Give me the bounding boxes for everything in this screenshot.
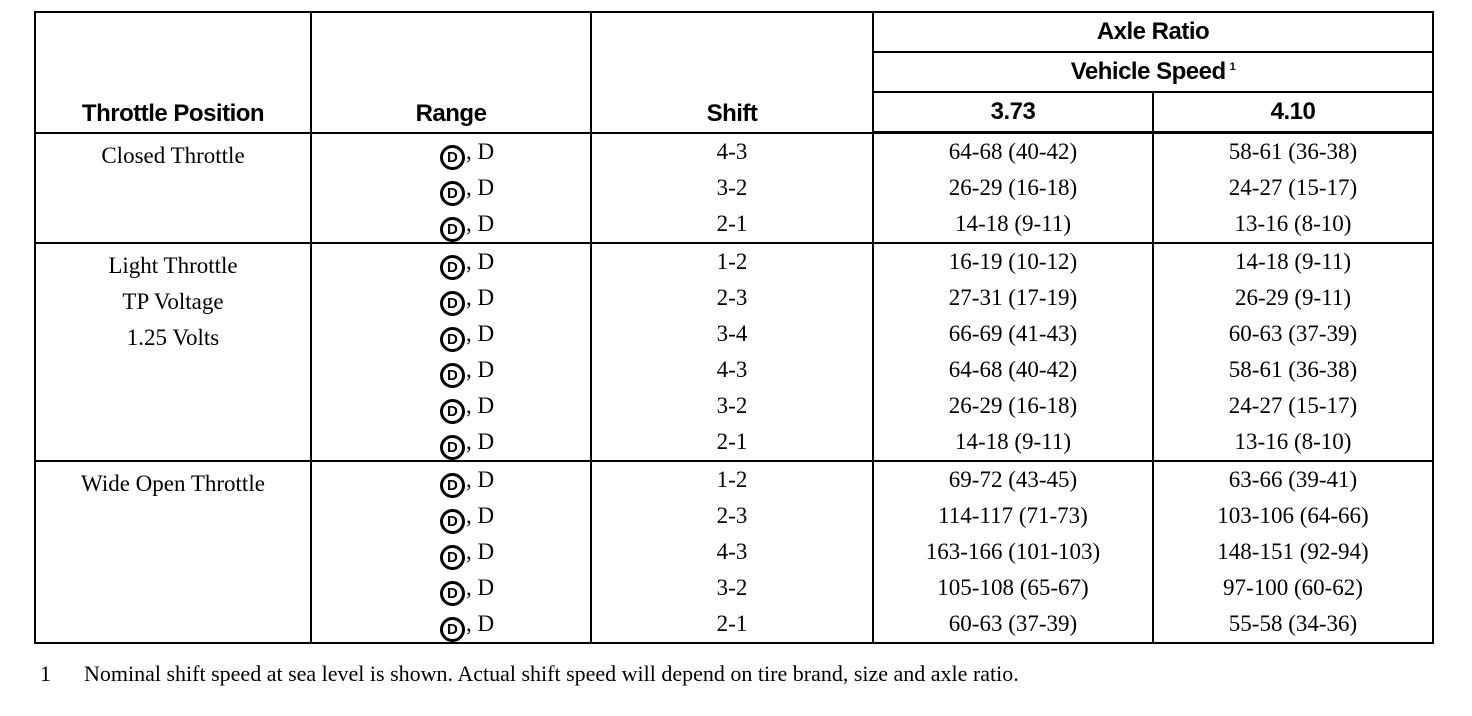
speed-value: 66-69 (41-43) [948,321,1078,346]
speed-value: 14-18 (9-11) [1234,249,1352,274]
shift-cell [591,461,873,643]
overdrive-circle-icon: D [440,145,465,170]
shift-value: 2-1 [716,429,748,454]
overdrive-circle-icon: D [440,181,465,206]
range-text: , D [465,429,495,454]
table-row [35,461,1433,643]
footnote [40,661,1019,687]
speed-value: 64-68 (40-42) [948,139,1078,164]
shift-value: 2-3 [716,285,748,310]
speed-value: 14-18 (9-11) [954,211,1072,236]
table-header [35,12,1433,133]
speed-value: 97-100 (60-62) [1223,575,1363,600]
shift-value: 2-1 [716,210,748,236]
throttle-position-cell [35,461,311,643]
speed-value: 60-63 (37-39) [1228,321,1358,346]
overdrive-circle-icon: D [440,363,465,388]
range-text: , D [465,575,495,600]
range-cell [311,243,591,461]
range-value [312,388,590,424]
shift-cell [591,243,873,461]
range-value [312,280,590,316]
throttle-position-label: TP Voltage [122,289,224,314]
throttle-position-cell [35,133,311,244]
header-shift: Shift [591,12,873,133]
range-cell [311,133,591,244]
shift-value: 3-4 [716,321,748,346]
speed-value: 60-63 (37-39) [948,611,1078,636]
overdrive-circle-icon: D [440,473,465,498]
range-value [312,462,590,498]
shift-value: 3-2 [716,575,748,600]
shift-speed-table [34,11,1434,644]
speed-value: 58-61 (36-38) [1228,357,1358,382]
speed-4-10-cell [1153,243,1433,461]
speed-4-10-cell [1153,461,1433,643]
range-text: , D [465,285,495,310]
range-value [312,570,590,606]
range-value [312,206,590,242]
range-text: , D [465,357,495,382]
speed-3-73-cell [873,133,1153,244]
range-text: , D [465,393,495,418]
speed-value: 16-19 (10-12) [948,249,1078,274]
speed-value: 114-117 (71-73) [938,503,1088,528]
shift-value: 2-3 [716,503,748,528]
speed-3-73-cell [873,461,1153,643]
range-value [312,352,590,388]
shift-value: 3-2 [716,174,748,200]
shift-value: 4-3 [716,539,748,564]
range-text: , D [465,467,495,492]
shift-value: 2-1 [716,611,748,636]
footnote-text: Nominal shift speed at sea level is shown. Actual shift speed will depend on tire brand, size and axle ratio. [84,661,1019,686]
speed-value: 24-27 (15-17) [1228,393,1358,418]
header-range: Range [311,12,591,133]
speed-value: 26-29 (9-11) [1234,285,1352,310]
throttle-group [35,133,1433,244]
overdrive-circle-icon: D [440,255,465,280]
speed-value: 24-27 (15-17) [1228,175,1358,200]
speed-value: 69-72 (43-45) [948,467,1078,492]
range-text: , D [465,611,495,636]
header-axle-ratio: Axle Ratio [873,12,1433,52]
range-text: , D [465,174,495,200]
speed-value: 58-61 (36-38) [1228,139,1358,164]
speed-value: 148-151 (92-94) [1217,539,1369,564]
shift-cell [591,133,873,244]
shift-value: 3-2 [716,393,748,418]
range-cell [311,461,591,643]
speed-value: 13-16 (8-10) [1234,429,1352,454]
overdrive-circle-icon: D [440,291,465,316]
throttle-position-label: Light Throttle [108,253,238,278]
throttle-group [35,243,1433,461]
speed-value: 63-66 (39-41) [1228,467,1358,492]
range-text: , D [465,249,495,274]
range-value [312,498,590,534]
overdrive-circle-icon: D [440,217,465,242]
speed-4-10-cell [1153,133,1433,244]
overdrive-circle-icon: D [440,617,465,642]
overdrive-circle-icon: D [440,509,465,534]
header-throttle-position: Throttle Position [35,12,311,133]
range-value [312,606,590,642]
range-text: , D [465,539,495,564]
throttle-position-label: Wide Open Throttle [81,471,265,496]
speed-value: 64-68 (40-42) [948,357,1078,382]
speed-value: 26-29 (16-18) [948,175,1078,200]
footnote-reference: 1 [1229,61,1236,73]
header-vehicle-speed-label: Vehicle Speed [1070,58,1226,85]
range-value [312,534,590,570]
speed-value: 103-106 (64-66) [1217,503,1369,528]
range-value [312,244,590,280]
speed-value: 163-166 (101-103) [925,539,1101,564]
throttle-position-label: 1.25 Volts [126,325,220,350]
header-vehicle-speed [873,52,1433,92]
range-value [312,316,590,352]
table-row [35,133,1433,244]
shift-value: 4-3 [716,357,748,382]
range-value [312,170,590,206]
speed-value: 26-29 (16-18) [948,393,1078,418]
overdrive-circle-icon: D [440,581,465,606]
overdrive-circle-icon: D [440,327,465,352]
header-ratio-4-10: 4.10 [1153,92,1433,133]
speed-value: 55-58 (34-36) [1228,611,1358,636]
shift-value: 1-2 [716,467,748,492]
throttle-position-label: Closed Throttle [101,142,245,168]
table-row [35,243,1433,461]
speed-value: 14-18 (9-11) [954,429,1072,454]
overdrive-circle-icon: D [440,545,465,570]
range-text: , D [465,503,495,528]
overdrive-circle-icon: D [440,399,465,424]
range-text: , D [465,321,495,346]
overdrive-circle-icon: D [440,435,465,460]
shift-value: 4-3 [716,138,748,164]
range-value [312,134,590,170]
speed-3-73-cell [873,243,1153,461]
range-text: , D [465,210,495,236]
shift-value: 1-2 [716,249,748,274]
range-text: , D [465,138,495,164]
range-value [312,424,590,460]
speed-value: 105-108 (65-67) [937,575,1089,600]
header-ratio-3-73: 3.73 [873,92,1153,133]
throttle-position-cell [35,243,311,461]
footnote-number: 1 [40,661,51,686]
speed-value: 27-31 (17-19) [948,285,1078,310]
throttle-group [35,461,1433,643]
speed-value: 13-16 (8-10) [1234,211,1352,236]
